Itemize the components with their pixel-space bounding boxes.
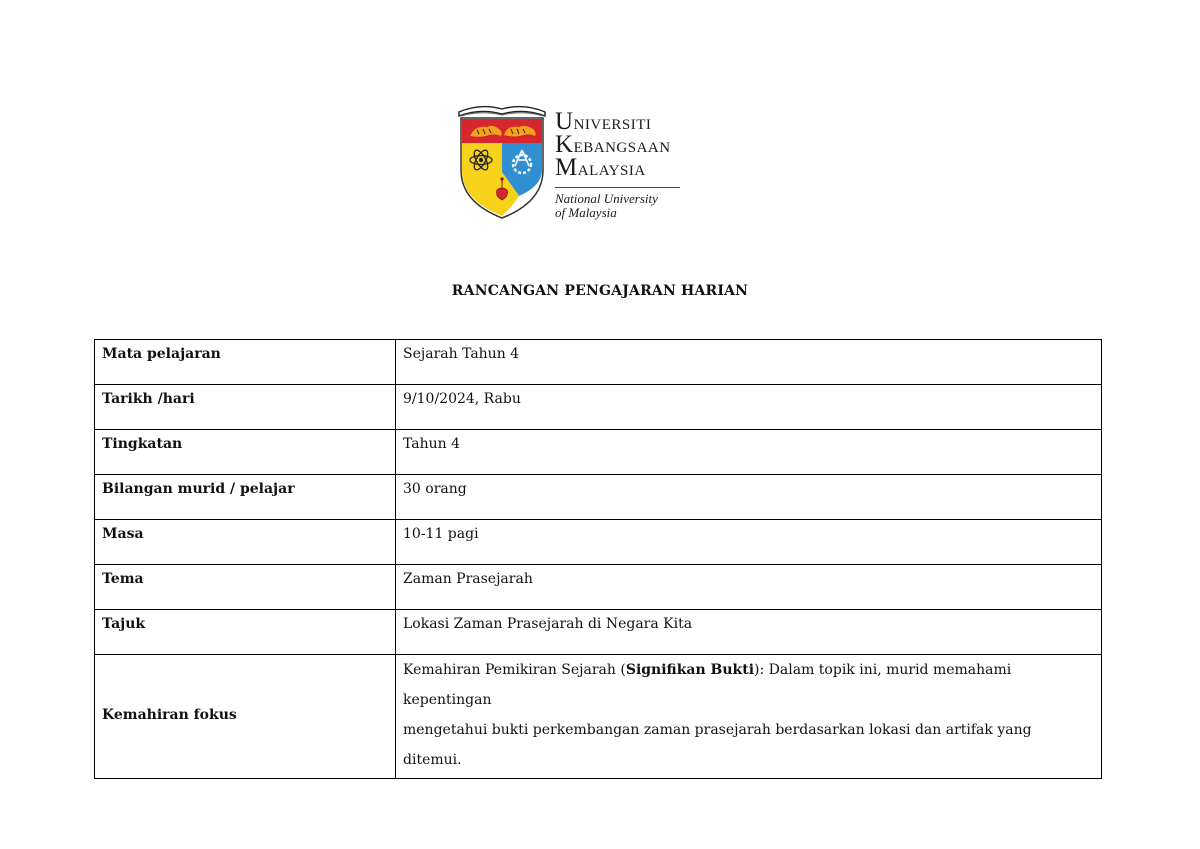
page-title: RANCANGAN PENGAJARAN HARIAN — [451, 283, 749, 299]
row-label: Tingkatan — [95, 430, 396, 475]
logo-divider — [555, 187, 680, 188]
row-label: Tarikh /hari — [95, 385, 396, 430]
university-name — [555, 108, 695, 220]
focus-suffix: ): Dalam topik ini, murid memahami kepentingan — [403, 662, 1012, 708]
row-value: 10-11 pagi — [396, 520, 1102, 565]
row-value: 30 orang — [396, 475, 1102, 520]
focus-value — [396, 655, 1102, 779]
ukm-logo — [455, 100, 695, 225]
logo-line-2: KEBANGSAAN — [555, 131, 671, 158]
row-value: Sejarah Tahun 4 — [396, 340, 1102, 385]
row-label: Tema — [95, 565, 396, 610]
focus-bold: Signifikan Bukti — [625, 662, 755, 678]
row-value: Zaman Prasejarah — [396, 565, 1102, 610]
table-row — [95, 385, 1102, 430]
table-row — [95, 340, 1102, 385]
table-row — [95, 565, 1102, 610]
row-value: Lokasi Zaman Prasejarah di Negara Kita — [396, 610, 1102, 655]
logo-line-1: UNIVERSITI — [555, 108, 652, 135]
row-label: Tajuk — [95, 610, 396, 655]
table-row — [95, 520, 1102, 565]
ukm-crest-icon — [455, 100, 550, 225]
row-label: Masa — [95, 520, 396, 565]
row-value: Tahun 4 — [396, 430, 1102, 475]
lesson-plan-table — [94, 339, 1102, 779]
table-row — [95, 475, 1102, 520]
logo-english-1: National University — [555, 191, 658, 206]
focus-prefix: Kemahiran Pemikiran Sejarah ( — [403, 662, 626, 678]
focus-line-2: mengetahui bukti perkembangan zaman prasejarah berdasarkan lokasi dan artifak yang ditemui. — [403, 722, 1032, 768]
table-row-focus — [95, 655, 1102, 779]
logo-english-2: of Malaysia — [555, 205, 617, 220]
row-value: 9/10/2024, Rabu — [396, 385, 1102, 430]
table-row — [95, 610, 1102, 655]
row-label: Bilangan murid / pelajar — [95, 475, 396, 520]
row-label: Mata pelajaran — [95, 340, 396, 385]
table-row — [95, 430, 1102, 475]
logo-line-3: MALAYSIA — [555, 154, 646, 181]
focus-label: Kemahiran fokus — [95, 655, 396, 779]
